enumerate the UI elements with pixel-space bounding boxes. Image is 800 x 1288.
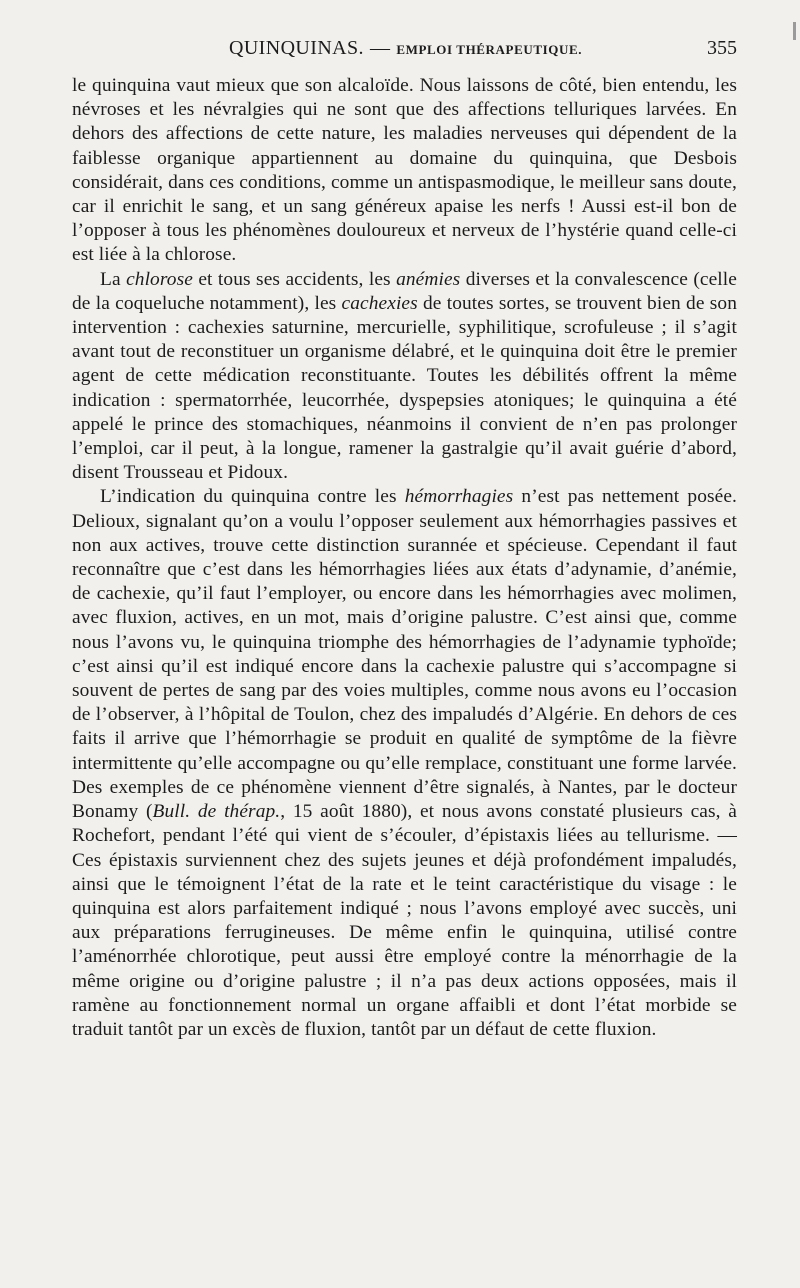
paragraph-chlorose <box>72 268 737 486</box>
paragraph-text: et tous ses accidents, les <box>192 268 397 290</box>
paragraph-text: le quinquina vaut mieux que son alcaloïde. Nous laissons de côté, bien entendu, les névroses et les névralgies qui ne sont que des affections telluriques larvées. En dehors des affections de cette nature, les maladies nerveuses qui dépendent de la faiblesse organique appartiennent au domaine du quinquina, que Desbois considérait, dans ces conditions, comme un antispasmodique, le meilleur sans doute, car il enrichit le sang, et un sang généreux apaise les nerfs ! Aussi est-il bon de l’opposer à tous les phénomènes douloureux et nerveux de l’hystérie quand celle-ci est liée à la chlorose. <box>72 75 737 266</box>
paragraph-text: de toutes sortes, se trouvent bien de son intervention : cachexies saturnine, mercurielle, syphilitique, scrofuleuse ; il s’agit avant tout de reconstituer un organisme délabré, et le quinquina doit être le premier agent de cette médication reconstituante. Toutes les débilités offrent la même indication : spermatorrhée, leucorrhée, dyspepsies atoniques; le quinquina a été appelé le prince des stomachiques, néanmoins il convient de n’en pas prolonger l’emploi, car il peut, à la longue, ramener la gastralgie qu’il avait guérie d’abord, disent Trousseau et Pidoux. <box>72 292 737 484</box>
paragraph-text: , 15 août 1880), et nous avons constaté plusieurs cas, à Rochefort, pendant l’été qui vient de s’écouler, d’épistaxis liées au tellurisme. — Ces épistaxis surviennent chez des sujets jeunes et déjà profondément impaludés, ainsi que le témoignent l’état de la rate et le teint caractéristique du visage : le quinquina est alors parfaitement indiqué ; nous l’avons employé avec succès, uni aux préparations ferrugineuses. De même enfin le quinquina, utilisé contre l’aménorrhée chlorotique, peut aussi être employé contre la ménorrhagie de la même origine ou d’origine palustre ; il n’a pas deux actions opposées, mais il ramène au fonctionnement normal un organe affaibli et dont l’état morbide se traduit tantôt par un excès de fluxion, tantôt par un défaut de cette fluxion. <box>72 801 737 1040</box>
running-title <box>229 37 582 60</box>
paragraph-text: diverses et la convalescence (celle de la coqueluche notamment), les <box>72 268 737 314</box>
page-number: 355 <box>707 37 737 59</box>
italic-term-cachexies: cachexies <box>341 292 418 314</box>
running-header <box>72 33 737 67</box>
italic-term-anemies: anémies <box>396 268 461 290</box>
paragraph-quinquina-nevroses <box>72 74 737 268</box>
body-text <box>72 74 737 1042</box>
italic-term-chlorose: chlorose <box>126 268 193 290</box>
italic-term-hemorrhagies: hémorrhagies <box>404 486 514 508</box>
running-title-separator: — <box>369 37 391 59</box>
paragraph-text: La <box>100 268 127 290</box>
citation-bull-therap: Bull. de thérap. <box>152 801 281 823</box>
running-title-main: QUINQUINAS. <box>229 37 364 59</box>
paragraph-hemorrhagies <box>72 485 737 1042</box>
paragraph-text: L’indication du quinquina contre les <box>100 486 405 508</box>
paragraph-text: n’est pas nettement posée. Delioux, signalant qu’on a voulu l’opposer seulement aux hémorrhagies passives et non aux actives, trouve cette distinction surannée et spécieuse. Cependant il faut reconnaître que c’est dans les hémorrhagies liées aux états d’adynamie, d’anémie, de cachexie, qu’il faut l’employer, ou encore dans les hémorrhagies avec molimen, avec fluxion, actives, en un mot, mais d’origine palustre. C’est ainsi que, comme nous l’avons vu, le quinquina triomphe des hémorrhagies de l’adynamie typhoïde; c’est ainsi qu’il est indiqué encore dans la cachexie palustre qui s’accompagne si souvent de pertes de sang par des voies multiples, comme nous avons eu l’occasion de l’observer, à l’hôpital de Toulon, chez des impaludés d’Algérie. En dehors de ces faits il arrive que l’hémorrhagie se produit en qualité de symptôme de la fièvre intermittente qu’elle accompagne ou qu’elle remplace, constituant une forme larvée. Des exemples de ce phénomène viennent d’être signalés, à Nantes, par le docteur Bonamy ( <box>72 486 737 823</box>
running-title-subtitle: EMPLOI THÉRAPEUTIQUE. <box>396 42 583 57</box>
page-edge-mark <box>793 22 796 40</box>
